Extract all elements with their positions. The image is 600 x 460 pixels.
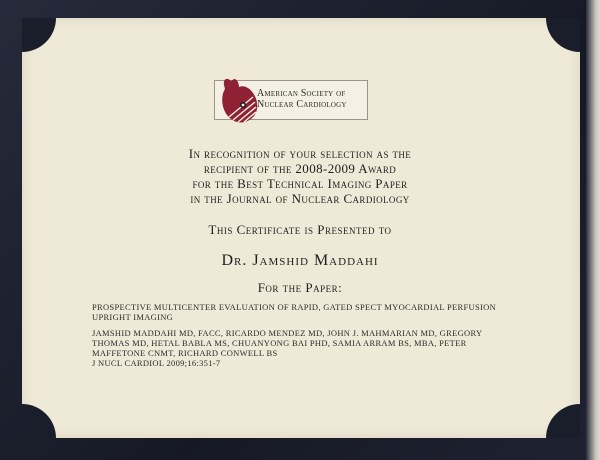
recognition-line: recipient of the 2008-2009 Award (203, 161, 397, 176)
for-the-paper-heading: For the Paper: (257, 280, 343, 295)
presented-to-heading: This Certificate is Presented to (208, 222, 392, 237)
recognition-line: In recognition of your selection as the (188, 146, 412, 161)
paper-title-line: PROSPECTIVE MULTICENTER EVALUATION OF RAPID, GATED SPECT MYOCARDIAL PERFUSION (92, 302, 496, 312)
organization-line-1: American Society of (257, 88, 346, 99)
organization-name (257, 88, 367, 110)
recipient-name: Dr. Jamshid Maddahi (221, 252, 379, 269)
asnc-logo (214, 80, 368, 120)
authors-line: THOMAS MD, HETAL BABLA MS, CHUANYONG BAI PHD, SAMIA ARRAM BS, MBA, PETER (92, 338, 467, 348)
heart-icon (217, 75, 261, 127)
paper-authors (92, 328, 512, 368)
authors-line: JAMSHID MADDAHI MD, FACC, RICARDO MENDEZ MD, JOHN J. MAHMARIAN MD, GREGORY (92, 328, 483, 338)
recognition-line: in the Journal of Nuclear Cardiology (190, 191, 410, 206)
organization-line-2: Nuclear Cardiology (257, 99, 347, 110)
recognition-statement (0, 146, 600, 206)
journal-citation: J NUCL CARDIOL 2009;16:351-7 (92, 358, 221, 368)
paper-title-line: UPRIGHT IMAGING (92, 312, 174, 322)
authors-line: MAFFETONE CNMT, RICHARD CONWELL BS (92, 348, 278, 358)
paper-title (92, 302, 512, 322)
recognition-line: for the Best Technical Imaging Paper (192, 176, 408, 191)
